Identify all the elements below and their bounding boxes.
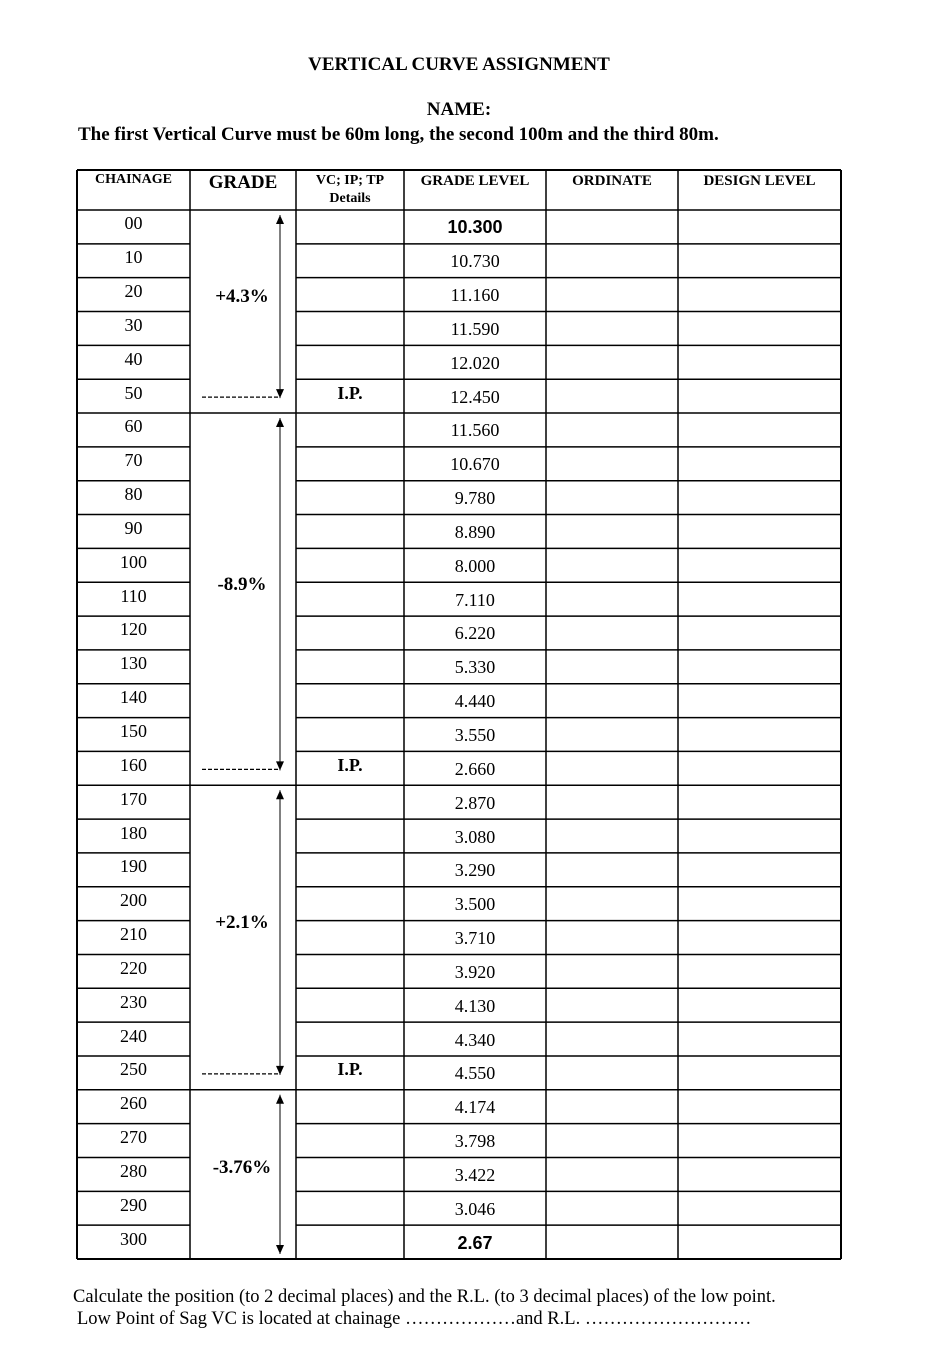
chainage-cell: 250 [120,1059,147,1080]
arrow-down-icon [276,1245,284,1254]
grade-level-cell: 10.730 [450,251,500,272]
chainage-cell: 90 [124,517,143,538]
grade-level-cell: 4.440 [454,691,496,712]
chainage-cell: 110 [120,585,147,606]
grade-level-cell: 3.046 [454,1198,496,1219]
chainage-cell: 80 [124,484,143,505]
chainage-cell: 170 [120,788,147,809]
grade-level-cell: 9.780 [454,488,496,509]
grade-level-cell: 3.500 [454,894,496,915]
grade-level-cell: 12.020 [450,352,500,373]
chainage-cell: 10 [124,247,143,268]
chainage-cell: 140 [120,687,147,708]
chainage-cell: 290 [120,1194,147,1215]
grade-level-cell: 5.330 [454,657,496,678]
grade-level-cell: 2.660 [454,758,496,779]
grade-value: +4.3% [215,286,269,308]
grade-level-cell: 4.130 [454,995,496,1016]
vertical-curve-table [77,170,841,1259]
vc-detail-cell: I.P. [337,1059,363,1080]
chainage-cell: 160 [120,754,147,775]
header-vc-ip-tp [296,170,404,210]
chainage-cell: 270 [120,1127,147,1148]
chainage-cell: 00 [124,213,143,234]
page-title: VERTICAL CURVE ASSIGNMENT [308,54,610,75]
chainage-cell: 100 [120,551,147,572]
chainage-cell: 230 [120,991,147,1012]
chainage-cell: 200 [120,890,147,911]
grade-level-cell: 12.450 [450,386,500,407]
chainage-cell: 40 [124,348,143,369]
grade-level-cell: 2.870 [454,792,496,813]
chainage-cell: 70 [124,450,143,471]
grade-level-cell: 3.290 [454,860,496,881]
arrow-up-icon [276,1095,284,1104]
header-vc-line1: VC; IP; TP [315,173,385,188]
header-grade-level: GRADE LEVEL [420,173,530,189]
footer-question: Calculate the position (to 2 decimal places) and the R.L. (to 3 decimal places) of the low point. [73,1287,776,1307]
grade-level-cell: 3.080 [454,826,496,847]
chainage-cell: 50 [124,382,143,403]
grade-level-cell: 11.590 [450,318,500,339]
chainage-cell: 60 [124,416,143,437]
vc-detail-cell: I.P. [337,754,363,775]
grade-level-cell: 2.67 [457,1232,493,1253]
chainage-cell: 190 [120,856,147,877]
chainage-cell: 30 [124,314,143,335]
chainage-cell: 180 [120,822,147,843]
header-chainage: CHAINAGE [94,172,172,187]
grade-level-cell: 6.220 [454,623,496,644]
name-label: NAME: [426,99,492,120]
grade-level-cell: 11.560 [450,420,500,441]
chainage-cell: 20 [124,281,143,302]
grade-level-cell: 4.174 [454,1097,496,1118]
chainage-cell: 240 [120,1025,147,1046]
chainage-cell: 300 [120,1228,147,1249]
grade-level-cell: 3.550 [454,724,496,745]
grade-value: -8.9% [217,573,267,595]
grade-level-cell: 3.422 [454,1164,496,1185]
grade-value: +2.1% [215,912,269,934]
instruction-text: The first Vertical Curve must be 60m long, the second 100m and the third 80m. [78,124,719,145]
chainage-cell: 150 [120,720,147,741]
grade-level-cell: 7.110 [455,589,495,610]
grade-value: -3.76% [212,1157,272,1179]
header-design-level: DESIGN LEVEL [703,173,816,189]
vc-detail-cell: I.P. [337,382,363,403]
chainage-cell: 260 [120,1093,147,1114]
grade-level-cell: 4.550 [454,1063,496,1084]
footer-answer-line: Low Point of Sag VC is located at chainage ………………and R.L. ……………………… [77,1309,752,1329]
arrow-up-icon [276,215,284,224]
grade-level-cell: 8.000 [454,555,496,576]
arrow-up-icon [276,790,284,799]
chainage-cell: 130 [120,653,147,674]
grade-level-cell: 4.340 [454,1029,496,1050]
grade-level-cell: 3.920 [454,961,496,982]
grade-level-cell: 11.160 [450,285,500,306]
grade-level-cell: 3.710 [454,928,496,949]
header-ordinate: ORDINATE [572,173,652,189]
arrow-up-icon [276,418,284,427]
grade-level-cell: 8.890 [454,521,496,542]
grade-level-cell: 3.798 [454,1131,496,1152]
chainage-cell: 280 [120,1160,147,1181]
header-grade: GRADE [208,172,278,193]
chainage-cell: 220 [120,957,147,978]
grade-level-cell: 10.300 [447,217,503,238]
header-vc-line2: Details [329,191,371,206]
grade-level-cell: 10.670 [450,454,500,475]
chainage-cell: 120 [120,619,147,640]
chainage-cell: 210 [120,924,147,945]
